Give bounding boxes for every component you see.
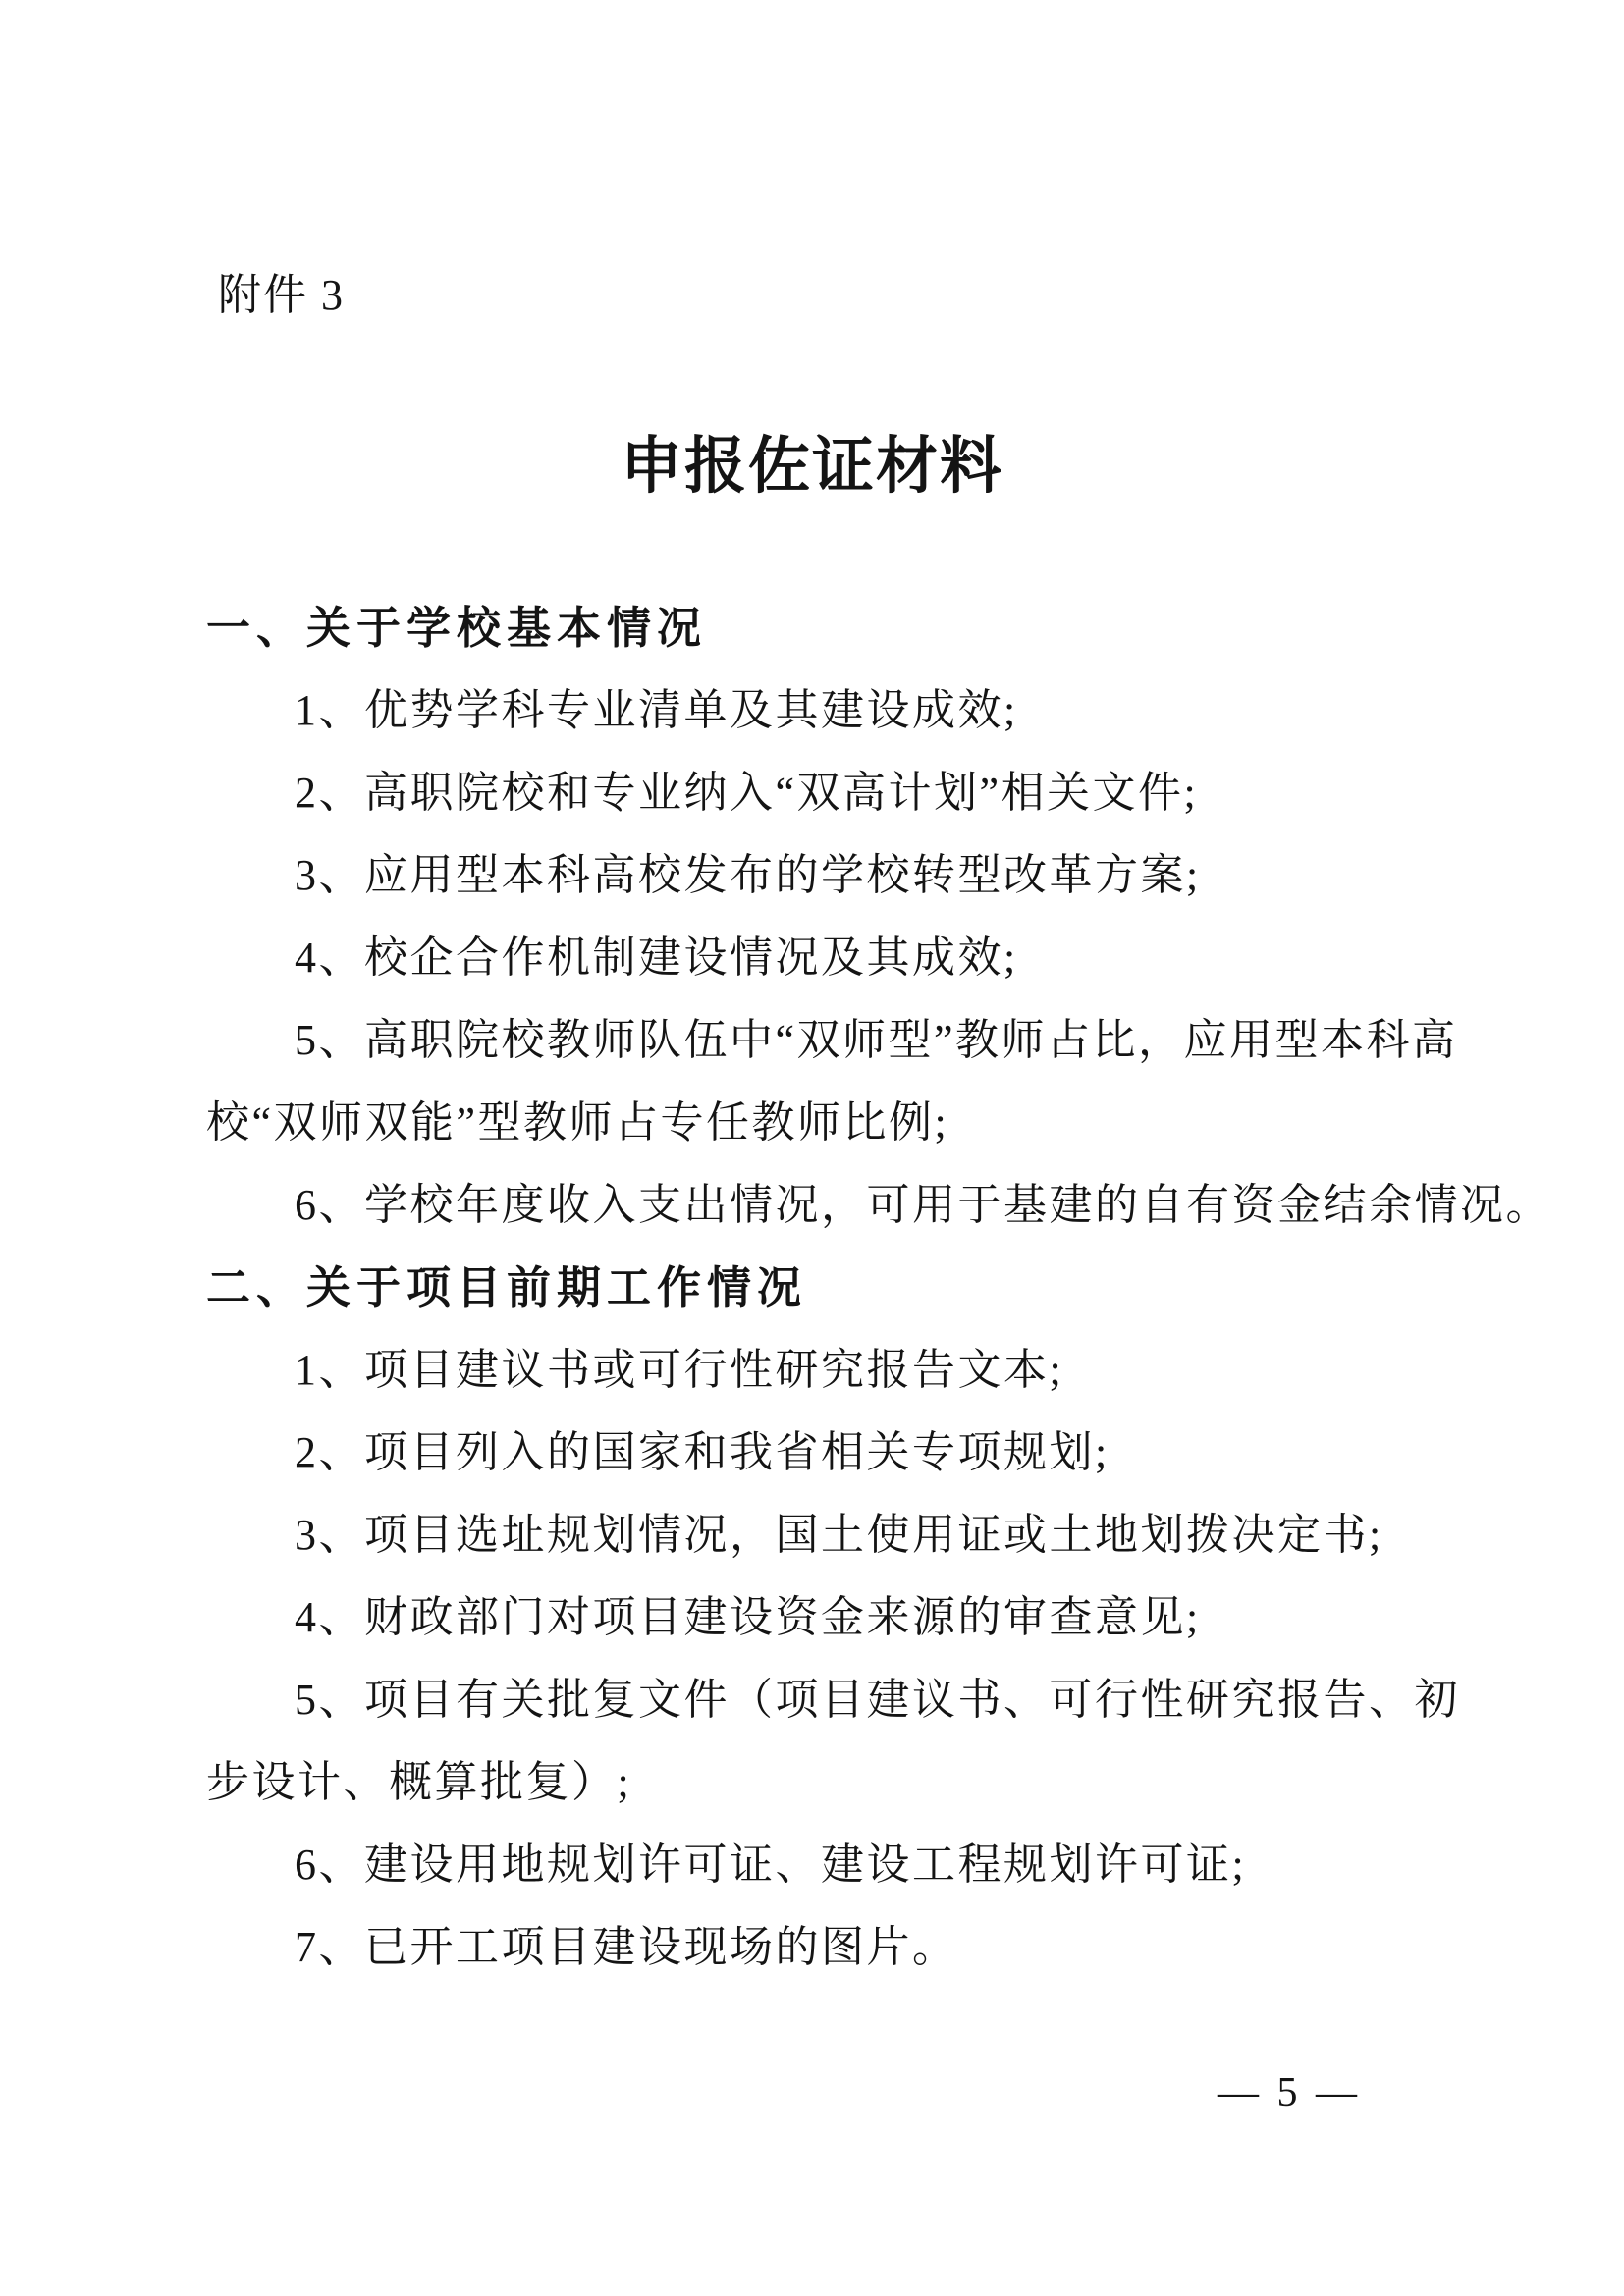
section-2-item-5-line-2: 步设计、概算批复）; bbox=[206, 1758, 632, 1806]
attachment-label: 附件 3 bbox=[218, 271, 345, 319]
section-2-item-2: 2、项目列入的国家和我省相关专项规划; bbox=[295, 1428, 1110, 1476]
section-2-item-4: 4、财政部门对项目建设资金来源的审查意见; bbox=[295, 1593, 1201, 1641]
section-1-item-3: 3、应用型本科高校发布的学校转型改革方案; bbox=[295, 851, 1201, 899]
section-1-item-4: 4、校企合作机制建设情况及其成效; bbox=[295, 934, 1018, 982]
section-2-item-5-line-1: 5、项目有关批复文件（项目建议书、可行性研究报告、初 bbox=[295, 1676, 1460, 1724]
section-2-item-1: 1、项目建议书或可行性研究报告文本; bbox=[295, 1346, 1064, 1394]
section-2-heading: 二、关于项目前期工作情况 bbox=[206, 1262, 808, 1312]
page-number: — 5 — bbox=[1218, 2070, 1361, 2115]
section-2-item-6: 6、建设用地规划许可证、建设工程规划许可证; bbox=[295, 1841, 1247, 1889]
section-2-item-3: 3、项目选址规划情况，国土使用证或土地划拨决定书; bbox=[295, 1511, 1383, 1559]
document-title: 申报佐证材料 bbox=[621, 432, 1003, 501]
section-1-item-5-line-2: 校“双师双能”型教师占专任教师比例; bbox=[206, 1098, 949, 1147]
section-1-item-6: 6、学校年度收入支出情况，可用于基建的自有资金结余情况。 bbox=[295, 1181, 1551, 1229]
section-1-item-1: 1、优势学科专业清单及其建设成效; bbox=[295, 686, 1018, 734]
section-1-item-5-line-1: 5、高职院校教师队伍中“双师型”教师占比，应用型本科高 bbox=[295, 1016, 1458, 1064]
section-1-heading: 一、关于学校基本情况 bbox=[206, 603, 708, 653]
document-body bbox=[206, 587, 1551, 1989]
section-1-item-2: 2、高职院校和专业纳入“双高计划”相关文件; bbox=[295, 769, 1199, 817]
section-2-item-7: 7、已开工项目建设现场的图片。 bbox=[295, 1923, 958, 1971]
